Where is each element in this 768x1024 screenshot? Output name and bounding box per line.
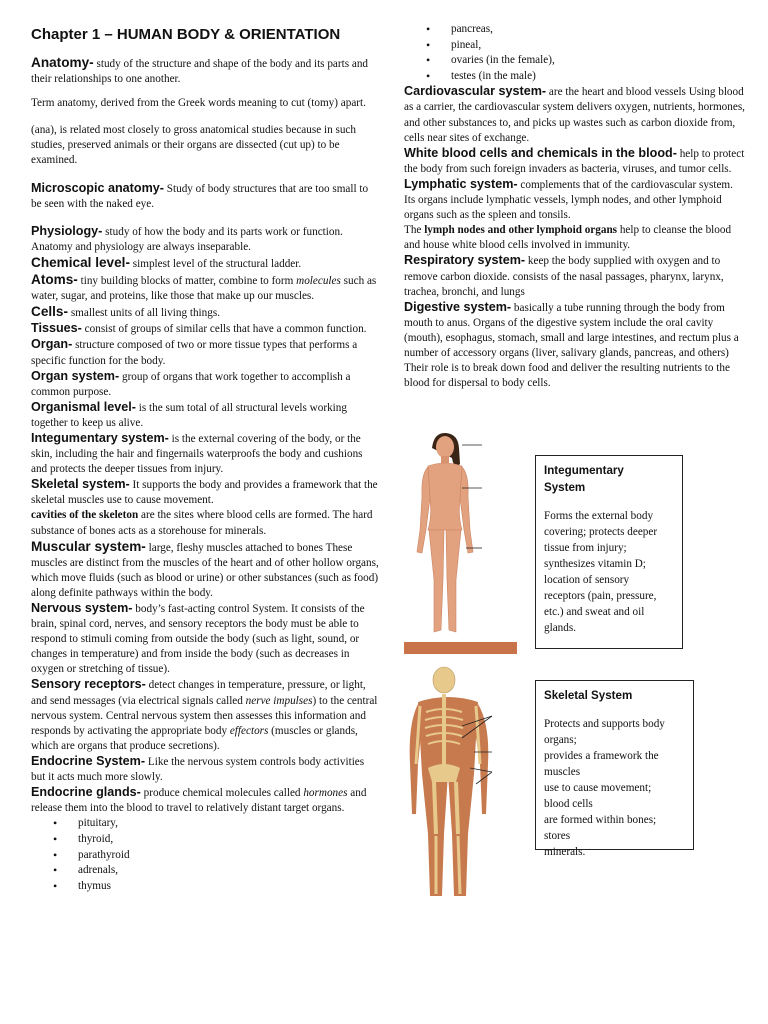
box-text-line: glands. [544,622,577,634]
list-item: • thyroid, [31,832,381,848]
list-item: • pancreas, [404,22,746,38]
list-item: • parathyroid [31,848,381,864]
atoms-term: Atoms- [31,272,78,288]
organismal-definition: is the sum total of all structural levels working together to keep us alive. [31,401,347,429]
chemical-level-paragraph [31,255,381,272]
right-tibia-shape [458,836,460,894]
left-arm-shape [417,467,430,553]
organ-paragraph [31,337,381,368]
endocrine-system-term: Endocrine System- [31,753,146,768]
skeletal-paragraph [31,477,381,508]
sensory-emphasis-1: nerve impulses [245,694,313,707]
left-column [31,26,381,894]
box-text-line: minerals. [544,846,586,858]
chemical-level-term: Chemical level- [31,254,130,270]
skin-body-illustration [417,433,473,632]
integumentary-term: Integumentary system- [31,430,169,445]
organ-system-definition: group of organs that work together to accomplish a common purpose. [31,370,351,398]
lymph-nodes-paragraph [404,223,746,253]
microscopic-term: Microscopic anatomy- [31,180,164,195]
anatomy-definition: study of the structure and shape of the body and its parts and their relationships to one another. [31,58,369,86]
sensory-definition-part1: detect changes in temperature, pressure, or light, and send messages (via electrical signals called [31,679,366,707]
skull-shape [433,667,455,693]
lymphatic-term: Lymphatic system- [404,176,518,191]
torso-shape [428,463,462,530]
muscular-definition: large, fleshy muscles attached to bones These muscles are distinct from the muscles of the heart and of other hollow organs, which move fluids (such as blood or urine) or other substances (such as food) along definite pathways within the body. [31,541,379,599]
skeletal-box-title: Skeletal System [544,689,633,702]
gland-list-right [404,22,746,84]
list-item: • ovaries (in the female), [404,53,746,69]
box-text-line: etc.) and sweat and oil [544,606,645,618]
box-text-line: location of sensory [544,574,630,586]
muscular-term: Muscular system- [31,538,146,554]
skeletal-system-box [535,680,694,858]
physiology-definition: study of how the body and its parts work or function. Anatomy and physiology are always inseparable. [31,225,343,253]
list-item: • testes (in the male) [404,69,746,85]
lymphatic-definition: complements that of the cardiovascular system. Its organs include lymphatic vessels, lymph nodes, and other lymphoid organs such as the spleen and tonsils. [404,178,733,222]
cardiovascular-paragraph [404,84,746,145]
lymph-nodes-term: lymph nodes and other lymphoid organs [424,224,618,237]
atoms-definition-part1: tiny building blocks of matter, combine to form [77,275,297,288]
sensory-definition-part2: ) to the central nervous system. Central nervous system then assesses this information and responds by activating the appropriate body [31,694,378,737]
head-shape [436,436,454,458]
sensory-definition-part3: (muscles or glands, which are organs that produce secretions). [31,724,358,752]
physiology-term: Physiology- [31,223,103,238]
integumentary-definition: is the external covering of the body, or the skin, including the hair and fingernails waterproofs the body and cushions and protects the deeper tissues from injury. [31,432,363,476]
left-leg-shape [429,530,444,632]
box-text-line: organs; [544,734,577,746]
endocrine-glands-definition-part2: and release them into the blood to travel to relatively distant target organs. [31,787,367,815]
right-column [404,22,746,391]
organ-system-term: Organ system- [31,368,120,383]
microscopic-paragraph [31,181,381,212]
skeleton-body-illustration [410,667,489,896]
chapter-title: Chapter 1 – HUMAN BODY & ORIENTATION [31,26,341,43]
white-blood-cells-paragraph [404,146,746,177]
box-text-line: covering; protects deeper [544,526,658,538]
sensory-paragraph [31,677,381,753]
skeletal-definition: It supports the body and provides a framework that the skeletal muscles use to cause movement. [31,479,378,507]
digestive-term: Digestive system- [404,299,512,314]
respiratory-term: Respiratory system- [404,253,526,268]
lymph-nodes-definition: help to cleanse the blood and house white blood cells involved in immunity. [404,224,732,252]
digestive-definition: basically a tube running through the body from mouth to anus. Organs of the digestive system include the oral cavity (mouth), esophagus, stomach, small and large intestines, and rectum plus a number of accessory organs (liver, salivary glands, pancreas, and others) Their role is to break down food and deliver the resulting nutrients to the blood for dispersal to body cells. [404,301,739,390]
sensory-term: Sensory receptors- [31,677,146,692]
integumentary-figure [404,430,524,640]
pelvis-shape [428,764,460,782]
endocrine-glands-emphasis: hormones [303,787,348,800]
cardiovascular-definition: are the heart and blood vessels Using blood as a carrier, the cardiovascular system delivers oxygen, nutrients, hormones, and other substances to, and picks up wastes such as carbon dioxide from, cells near sites of exchange. [404,86,745,144]
divider-bar [404,642,517,654]
gland-list-left [31,816,381,894]
endocrine-glands-term: Endocrine glands- [31,785,141,800]
box-text-line: blood cells [544,798,593,810]
right-femur-shape [456,782,458,834]
list-item: • pituitary, [31,816,381,832]
cells-paragraph [31,304,381,321]
box-text-line: tissue from injury; [544,542,627,554]
muscular-paragraph [31,539,381,601]
box-text-line: Forms the external body [544,510,654,522]
nervous-term: Nervous system- [31,601,133,615]
organ-definition: structure composed of two or more tissue types that performs a specific function for the body. [31,339,358,367]
respiratory-paragraph [404,253,746,299]
organismal-paragraph [31,400,381,431]
right-arm-shape [460,467,473,553]
box-text-line: stores [544,830,571,842]
integumentary-box-title [544,462,674,496]
white-blood-cells-definition: help to protect the body from such foreign invaders as bacteria, viruses, and tumor cells. [404,147,745,175]
physiology-paragraph [31,224,381,255]
atoms-definition-emphasis: molecules [296,275,341,288]
list-item: • thymus [31,879,381,895]
cardiovascular-term: Cardiovascular system- [404,84,547,99]
white-blood-cells-term: White blood cells and chemicals in the blood- [404,145,677,160]
box-text-line: Protects and supports body [544,718,665,730]
ana-paragraph: (ana), is related most closely to gross anatomical studies because in such studies, preserved animals or their organs are dissected (cut up) to be examined. [31,124,356,167]
integumentary-system-box [535,455,683,649]
cavities-definition: are the sites where blood cells are formed. The hard substance of bones acts as a storehouse for minerals. [31,509,373,537]
tissues-term: Tissues- [31,321,82,336]
skeletal-term: Skeletal system- [31,477,130,492]
atoms-definition-part2: such as water, sugar, and proteins, like those that make up our muscles. [31,275,377,303]
organ-term: Organ- [31,337,73,352]
box-text-line: provides a framework the [544,750,659,762]
cells-definition: smallest units of all living things. [68,307,220,320]
lymph-nodes-prefix: The [404,224,425,237]
tissues-definition: consist of groups of similar cells that have a common function. [81,323,367,336]
sensory-emphasis-2: effectors [229,724,269,737]
box-text-line: muscles [544,766,581,778]
organismal-term: Organismal level- [31,399,136,414]
right-leg-muscle [448,774,474,896]
digestive-paragraph [404,300,746,392]
anatomy-term: Anatomy- [31,55,94,70]
box-text-line: synthesizes vitamin D; [544,558,646,570]
lymphatic-paragraph [404,177,746,223]
endocrine-glands-definition-part1: produce chemical molecules called [140,787,304,800]
box-title-line: Integumentary [544,464,624,477]
spine-shape [442,694,446,776]
organ-system-paragraph [31,369,381,400]
integumentary-paragraph [31,431,381,477]
box-text-line: receptors (pain, pressure, [544,590,657,602]
box-text-line: use to cause movement; [544,782,652,794]
list-item: • pineal, [404,38,746,54]
endocrine-glands-paragraph [31,785,381,816]
endocrine-system-definition: Like the nervous system controls body activities but it acts much more slowly. [31,755,365,784]
cavities-paragraph [31,508,381,538]
box-text-line: are formed within bones; [544,814,657,826]
tissues-paragraph [31,321,381,337]
endocrine-system-paragraph [31,754,381,785]
atoms-paragraph [31,272,381,304]
respiratory-definition: keep the body supplied with oxygen and to remove carbon dioxide. consists of the nasal passages, pharynx, larynx, trachea, bronchi, and lungs [404,255,724,298]
left-femur-shape [434,782,436,834]
list-item: • adrenals, [31,863,381,879]
box-title-line: System [544,481,586,494]
cells-term: Cells- [31,304,69,320]
nervous-paragraph [31,601,381,677]
skeletal-figure [404,664,496,902]
nervous-definition: body’s fast-acting control System. It consists of the brain, spinal cord, nerves, and sensory receptors the body must be able to respond to stimuli coming from outside the body (such as light, sound, or changes in temperature) and from inside the body (such as decreases in oxygen or stretching of tissue). [31,603,365,676]
anatomy-paragraph [31,55,381,87]
cavities-term: cavities of the skeleton [31,509,139,522]
term-origin-paragraph: Term anatomy, derived from the Greek words meaning to cut (tomy) apart. [31,97,366,110]
chemical-level-definition: simplest level of the structural ladder. [129,257,302,270]
microscopic-definition: Study of body structures that are too small to be seen with the naked eye. [31,182,369,210]
right-leg-shape [446,530,461,632]
